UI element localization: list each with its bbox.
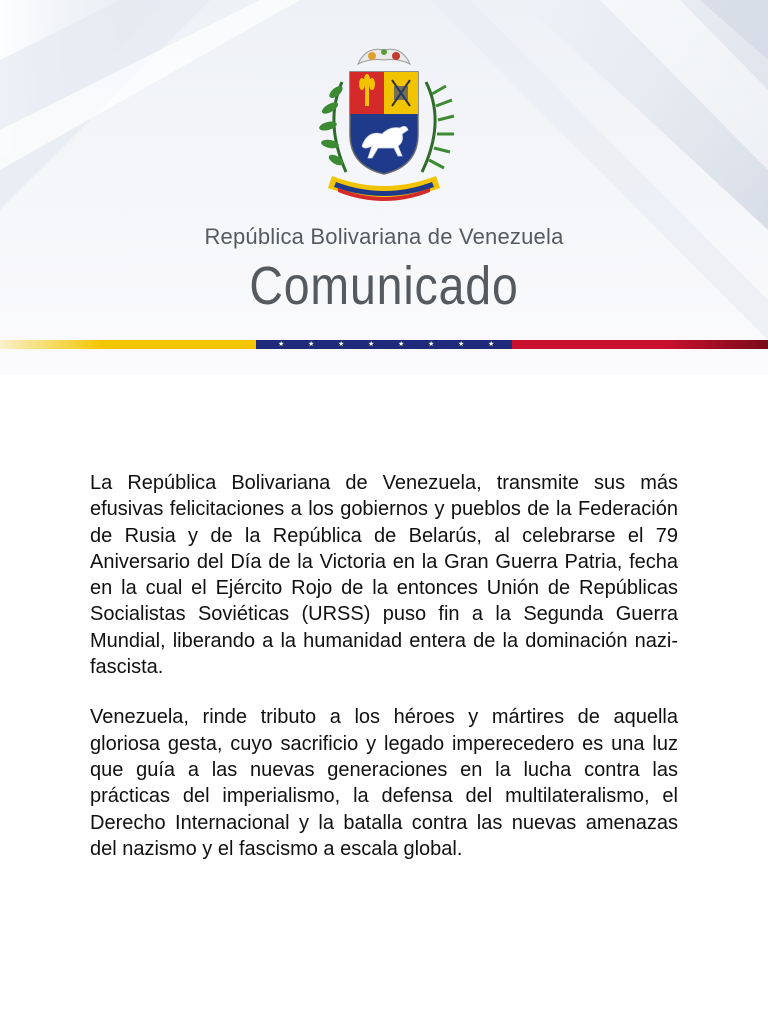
flag-stripe-yellow [0, 340, 256, 349]
star-icon: ★ [368, 341, 375, 348]
communique-body [90, 470, 678, 886]
flag-stripe [0, 340, 768, 349]
star-icon: ★ [458, 341, 465, 348]
star-icon: ★ [308, 341, 315, 348]
issuer-name: República Bolivariana de Venezuela [204, 224, 564, 249]
star-icon: ★ [428, 341, 435, 348]
coat-of-arms-icon [306, 42, 462, 210]
paragraph: La República Bolivariana de Venezuela, transmite sus más efusivas felicitaciones a los gobiernos y pueblos de la Federación de Rusia y de la República de Belarús, al celebrarse el 79 Aniversario del Día de la Victoria en la Gran Guerra Patria, fecha en la cual el Ejército Rojo de la entonces Unión de Repúblicas Socialistas Soviéticas (URSS) puso fin a la Segunda Guerra Mundial, liberando a la humanidad entera de la dominación nazi-fascista. [90, 472, 678, 679]
document-title: Comunicado [249, 256, 519, 316]
star-icon: ★ [398, 341, 405, 348]
star-icon: ★ [488, 341, 495, 348]
flag-stripe-red [512, 340, 768, 349]
header-banner [0, 0, 768, 375]
star-icon: ★ [278, 341, 285, 348]
star-icon: ★ [338, 341, 345, 348]
flag-stripe-blue [256, 340, 512, 349]
paragraph: Venezuela, rinde tributo a los héroes y mártires de aquella gloriosa gesta, cuyo sacrificio y legado imperecedero es una luz que guía a las nuevas generaciones en la lucha contra las prácticas del imperialismo, la defensa del multilateralismo, el Derecho Internacional y la batalla contra las nuevas amenazas del nazismo y el fascismo a escala global. [90, 706, 678, 860]
